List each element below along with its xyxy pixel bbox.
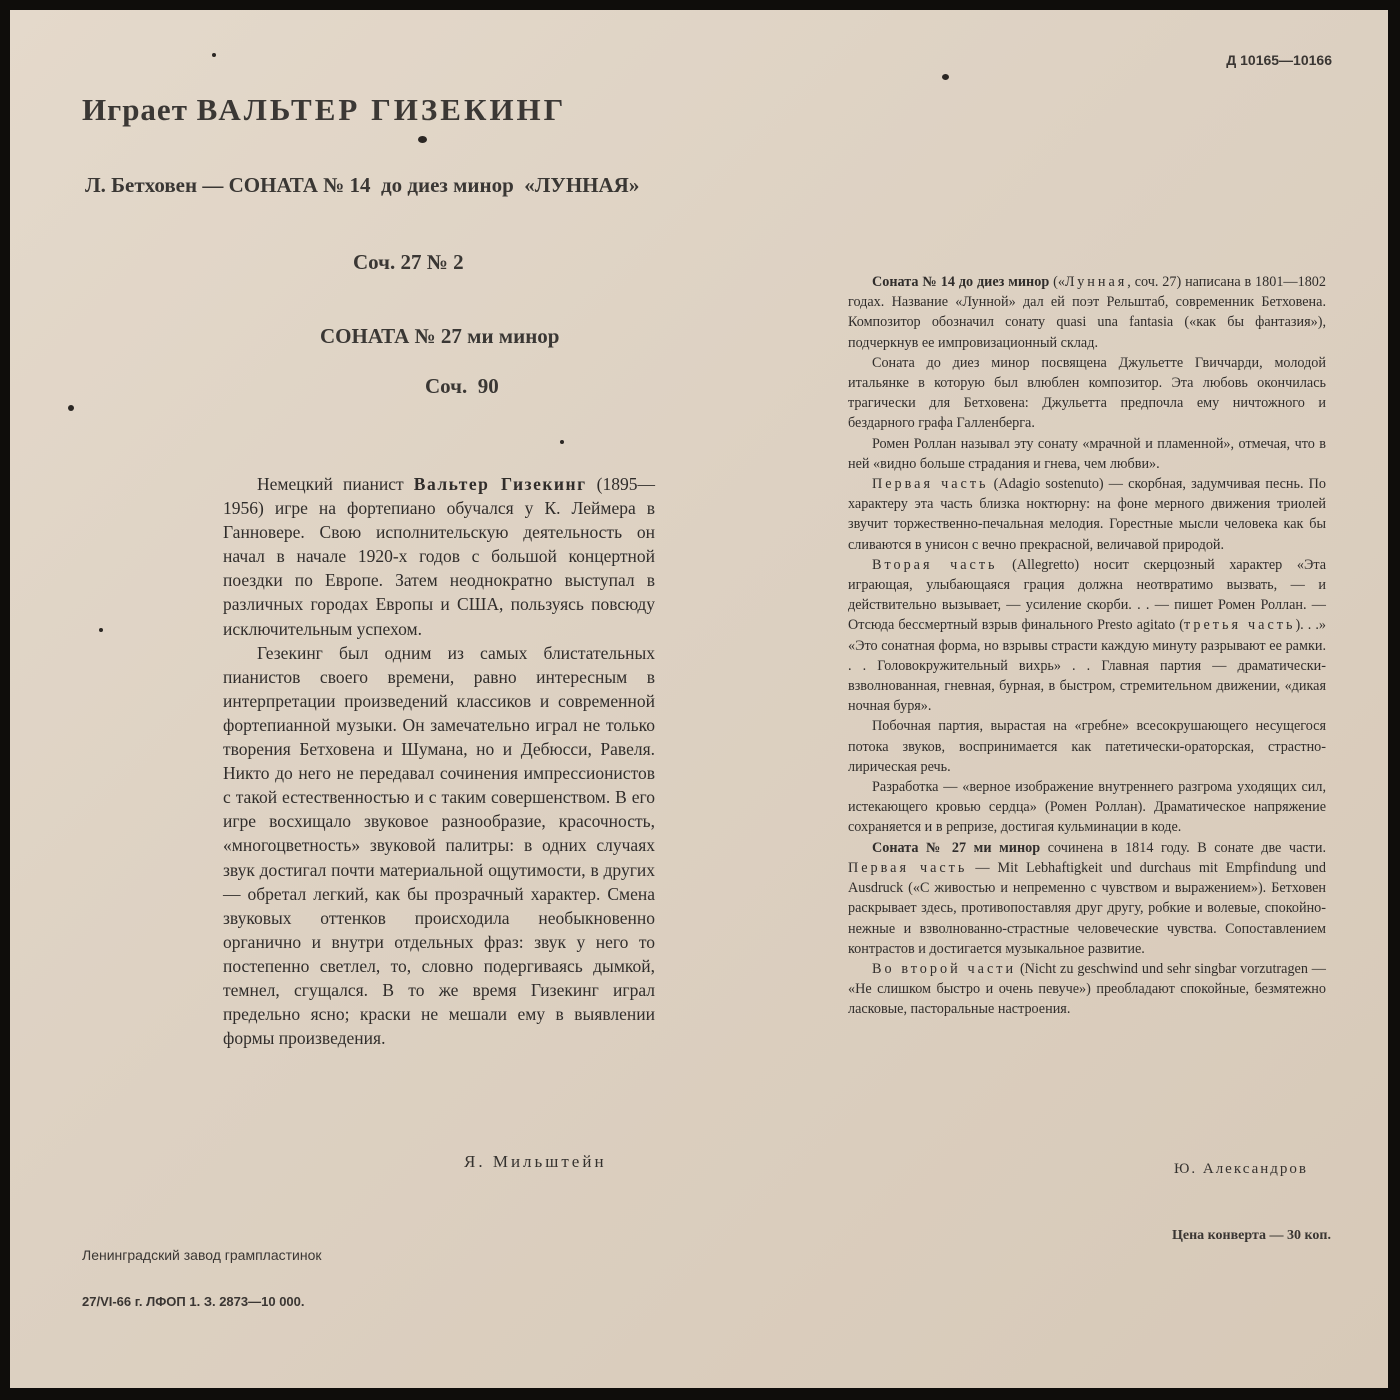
notes-spaced: Вторая часть xyxy=(872,556,998,573)
page-title xyxy=(82,92,566,128)
ink-speck xyxy=(68,405,74,411)
notes-spaced: третья часть xyxy=(1184,617,1296,634)
notes-author-signature: Ю. Александров xyxy=(1173,1161,1308,1177)
notes-text: ). . .» «Это сонатная форма, но взрывы страсти каждую минуту разрывают ее рамки. . . Головокружительный вихрь» . . Главная партия — драматически-взволнованная, гневная, бурная, в быстром, стремительном движении, «дикая ночная буря». xyxy=(848,617,1326,715)
notes-bold: Соната № 14 до диез минор xyxy=(872,274,1050,290)
notes-text: (Allegretto) носит скерцозный характер «Эта играющая, улыбающаяся грация должна неотвратимо вызвать, — и действительно вызывает, — усиление скорби. . . — пишет Ромен Роллан. — Отсюда бессмертный взрыв финального Presto agitato ( xyxy=(848,556,1326,634)
title-pianist: ВАЛЬТЕР ГИЗЕКИНГ xyxy=(196,92,567,127)
work-title-sonata-27: СОНАТА № 27 ми минор xyxy=(320,324,560,348)
notes-spaced: Во второй части xyxy=(872,960,1017,977)
ink-speck xyxy=(418,136,427,143)
print-info: 27/VI-66 г. ЛФОП 1. З. 2873—10 000. xyxy=(82,1294,305,1309)
catalog-number: Д 10165—10166 xyxy=(1226,52,1332,68)
notes-paragraph-3: Ромен Роллан называл эту сонату «мрачной и пламенной», отмечая, что в ней «видно больше страдания и гнева, чем любви». xyxy=(848,435,1326,472)
ink-speck xyxy=(560,440,564,444)
bio-text: (1895—1956) игре на фортепиано обучался у К. Леймера в Ганновере. Свою исполнительскую деятельность он начал в начале 1920-х годов с большой концертной поездки по Европе. Затем неоднократно выступал в различных городах Европы и США, пользуясь повсюду исключительным успехом. xyxy=(223,474,655,639)
notes-paragraph-5 xyxy=(848,555,1326,717)
notes-bold: Соната № 27 ми минор xyxy=(872,839,1041,856)
ink-speck xyxy=(99,628,103,632)
notes-paragraph-7: Разработка — «верное изображение внутреннего разгрома уходящих сил, истекающего кровью сердца» (Ромен Роллан). Драматическое напряжение сохраняется и в репризе, достигая кульминации в коде. xyxy=(848,779,1326,836)
notes-paragraph-8 xyxy=(848,838,1326,959)
notes-text: сочинена в 1814 году. В сонате две части. xyxy=(1040,839,1326,856)
work-opus-sonata-14: Соч. 27 № 2 xyxy=(353,250,464,274)
sonata-notes xyxy=(848,272,1326,1020)
record-sleeve-back xyxy=(10,10,1388,1388)
notes-text: — Mit Lebhaftigkeit und durchaus mit Empfindung und Ausdruck («С живостью и непременно с чувством и выражением»). Бетховен раскрывает здесь, противопоставляя друг другу, робкие и волевые, спокойно-нежные и взволнованно-страстные человеческие чувства. Сопоставлением контрастов и достигается музыкальное развитие. xyxy=(848,859,1326,957)
notes-text: , соч. 27) написана в 1801—1802 годах. Название «Лунной» дал ей поэт Рельштаб, современник Бетховена. Композитор обозначил сонату quasi una fantasia («как бы фантазия»), подчеркнув ее импровизационный склад. xyxy=(848,274,1326,351)
ink-speck xyxy=(212,53,216,57)
notes-paragraph-6: Побочная партия, вырастая на «гребне» всесокрушающего несущегося потока звуков, воспринимается как патетически-ораторская, страстно-лирическая речь. xyxy=(848,718,1326,775)
bio-author-signature: Я. Мильштейн xyxy=(464,1152,607,1171)
work-opus-sonata-27: Соч. 90 xyxy=(425,374,499,398)
bio-pianist-name: Вальтер Гизекинг xyxy=(413,474,587,494)
pianist-biography xyxy=(223,472,655,1050)
bio-text: Немецкий пианист xyxy=(257,474,414,494)
notes-paragraph-1 xyxy=(848,272,1326,353)
notes-spaced: Первая часть xyxy=(848,859,968,876)
notes-spaced: Первая часть xyxy=(872,476,989,493)
notes-text: (Adagio sostenuto) — скорбная, задумчивая песнь. По характеру эта часть близка ноктюрну: на фоне мерного движения триолей звучит торжественно-печальная мелодия. Горестные мысли человека как бы сливаются в унисон с вечно прекрасной, величавой природой. xyxy=(848,476,1326,553)
ink-speck xyxy=(942,74,949,80)
sleeve-price: Цена конверта — 30 коп. xyxy=(1172,1228,1331,1243)
notes-paragraph-2: Соната до диез минор посвящена Джульетте Гвиччарди, молодой итальянке в которую был влюблен композитор. Эта любовь окончилась трагически для Бетховена: Джульетта предпочла ему ничтожного и бездарного графа Галленберга. xyxy=(848,354,1326,432)
notes-text: (« xyxy=(1049,274,1065,290)
work-title-sonata-14: Л. Бетховен — СОНАТА № 14 до диез минор «ЛУННАЯ» xyxy=(85,173,640,197)
notes-text: (Nicht zu geschwind und sehr singbar vorzutragen — «Не слишком быстро и очень певуче») преобладают спокойные, безмятежно ласковые, пасторальные настроения. xyxy=(848,960,1326,1018)
notes-paragraph-9 xyxy=(848,959,1326,1020)
notes-paragraph-4 xyxy=(848,474,1326,555)
bio-paragraph-2: Гезекинг был одним из самых блистательных пианистов своего времени, равно интересным в интерпретации произведений классиков и современной фортепианной музыки. Он замечательно играл не только творения Бетховена и Шумана, но и Дебюсси, Равеля. Никто до него не передавал сочинения импрессионистов с такой естественностью и с таким совершенством. В его игре восхищало звуковое разнообразие, красочность, «многоцветность» звуковой палитры: в одних случаях звук достигал почти материальной ощутимости, в других — обретал легкий, как бы прозрачный характер. Смена звуковых оттенков происходила необыкновенно органично и внутри отдельных фраз: звук у него то постепенно светлел, то, словно подергиваясь дымкой, темнел, сгущался. В то же время Гизекинг играл предельно ясно; краски не мешали ему в выявлении формы произведения. xyxy=(223,642,655,1049)
title-plays: Играет xyxy=(82,92,188,127)
notes-spaced: Лунная xyxy=(1064,274,1128,290)
manufacturer-label: Ленинградский завод грампластинок xyxy=(82,1247,322,1263)
bio-paragraph-1 xyxy=(223,472,655,641)
